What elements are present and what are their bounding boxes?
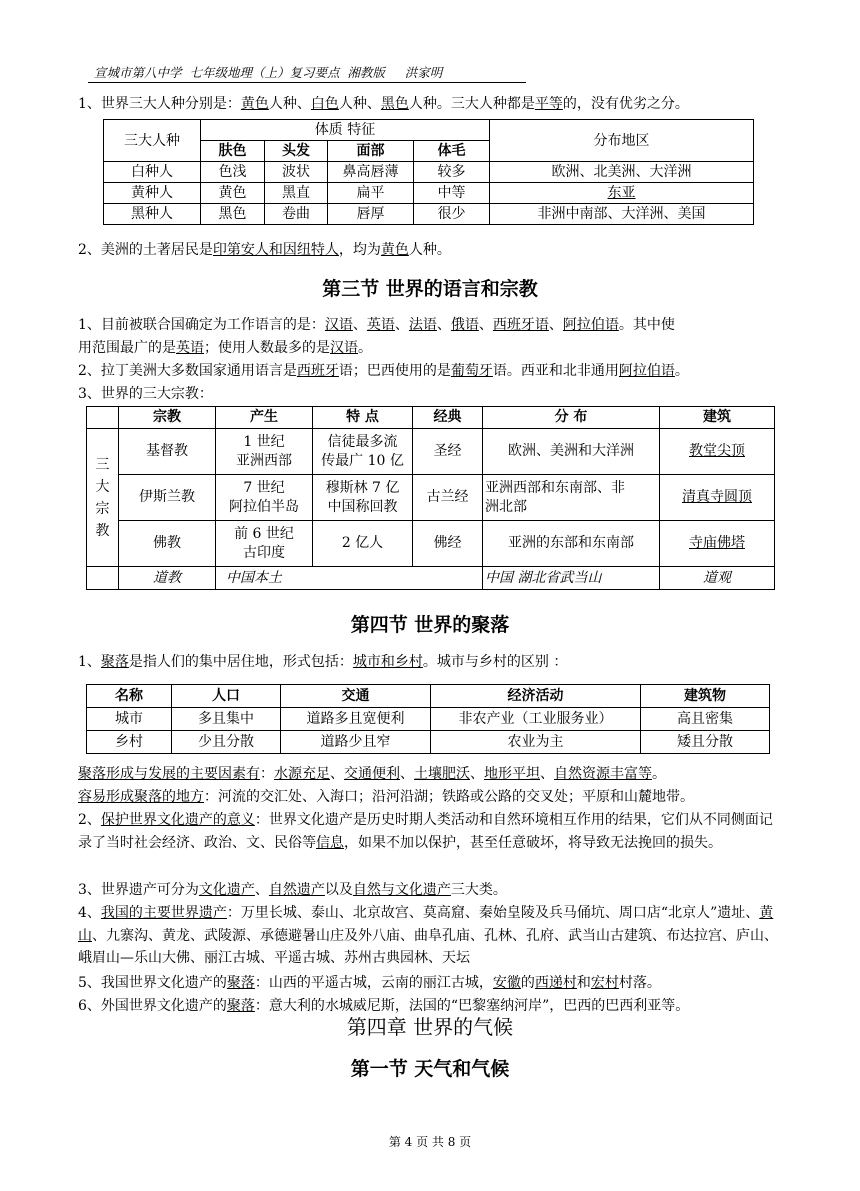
table-cell: 鼻高唇薄 [328,162,414,183]
underlined-text: 聚落 [226,975,255,991]
cell-line: 古印度 [243,544,285,561]
header-cell: 头发 [265,141,328,162]
underlined-text: 保护世界文化遗产的意义 [100,812,255,828]
table-cell: 农业为主 [431,731,641,754]
text: 、 [478,317,493,333]
heritage-types [78,879,778,902]
race-paragraph-1 [78,93,778,116]
table-cell [216,475,313,521]
side-label: 三大宗教 [95,456,110,539]
text: 、 [254,882,269,898]
table-cell [313,429,413,475]
text: 是指人们的集中居住地，形式包括： [128,654,353,670]
underlined-text: 白色 [310,96,339,112]
underlined-text: 自然资源丰富等 [554,766,652,782]
text: 。其中使 [618,317,675,333]
underlined-text: 黄山 [78,905,774,944]
text: 2、美洲的土著居民是 [78,242,213,258]
section-title: 第一节 天气和气候 [350,1058,510,1080]
text: ：河流的交汇处、入海口；沿河沿湖；铁路或公路的交叉处；平原和山麓地带。 [204,789,694,805]
table-cell: 道路少且窄 [281,731,431,754]
text: 人种、 [268,96,311,112]
cell-line: 信徒最多流 [327,433,398,450]
settlement-locations [78,786,778,809]
side-label-cell [87,429,119,567]
table-cell [483,475,660,521]
text: 1、目前被联合国确定为工作语言的是： [78,317,325,333]
underlined-text: 黄色 [240,96,269,112]
table-cell: 欧洲、美洲和大洋洲 [483,429,660,475]
text: 1、世界三大人种分别是： [78,96,241,112]
underlined-text: 城市和乡村 [352,654,423,670]
table-row [87,475,775,521]
table-row [87,708,770,731]
header-cell: 体毛 [414,141,490,162]
underlined-text: 阿拉伯语 [618,363,675,379]
text: 人种。三大人种都是 [408,96,535,112]
underlined-text: 阿拉伯语 [562,317,619,333]
text: ；使用人数最多的是 [204,340,330,356]
china-heritage-settlements [78,972,778,995]
underlined-text: 容易形成聚落的地方 [78,789,204,805]
race-header-cell: 三大人种 [104,120,201,162]
text: 。城市与乡村的区别 ： [422,654,568,670]
text: 、 [436,317,451,333]
text: 三大类。 [450,882,507,898]
table-cell: 少且分散 [172,731,281,754]
table-row [104,204,754,225]
underlined-text: 平等 [534,96,563,112]
table-cell: 黑直 [265,183,328,204]
text: 的 [520,975,535,991]
page-header: 宣城市第八中学 七年级地理（上）复习要点 湘教版 洪家明 [88,64,526,83]
underlined-text: 水源充足 [274,766,330,782]
header-cell: 特 点 [313,407,413,429]
text: 2、 [78,812,101,828]
table-cell: 中等 [414,183,490,204]
cell-line: 亚洲西部 [236,452,292,469]
text: 5、我国世界文化遗产的 [78,975,227,991]
section-title: 第四节 世界的聚落 [350,614,510,636]
race-table [103,119,754,225]
table-cell: 黄种人 [104,183,201,204]
text: 3、世界遗产可分为 [78,882,199,898]
table-cell: 中国 湖北省武当山 [483,567,660,590]
header-cell: 建筑 [660,407,775,429]
table-row [87,567,775,590]
corner-cell [87,407,119,429]
underlined-text: 西递村 [534,975,577,991]
underlined-text: 聚落 [100,654,129,670]
underlined-text: 黑色 [380,96,409,112]
cell-line: 阿拉伯半岛 [229,498,299,515]
text: ：世界文化遗产是历史时期人类活动和自然环境相互作用的结果，它们从不同侧面记录了当时社会经济、政治、文、民俗等 [78,812,773,851]
text: 4、 [78,905,101,921]
table-cell: 波状 [265,162,328,183]
table-cell: 矮且分散 [641,731,770,754]
header-cell: 面部 [328,141,414,162]
table-cell [660,475,775,521]
cell-line: 穆斯林 7 亿 [325,479,400,496]
underlined-text: 东亚 [607,185,636,201]
table-cell: 佛教 [119,521,216,567]
table-row [104,162,754,183]
race-paragraph-2 [78,239,778,262]
text: 用范围最广的是 [78,340,176,356]
table-cell: 黑种人 [104,204,201,225]
text: 语；巴西使用的是 [338,363,451,379]
header-cell: 经济活动 [431,685,641,708]
cell-line: 7 世纪 [243,479,285,496]
underlined-text: 聚落 [226,998,255,1014]
text: 。 [674,363,689,379]
text: 和 [576,975,591,991]
underlined-text: 法语 [408,317,437,333]
text: ： [260,766,274,782]
table-cell: 色浅 [201,162,265,183]
underlined-text: 汉语 [324,317,353,333]
text: 、 [470,766,484,782]
traits-header-cell: 体质 特征 [201,120,490,141]
text: ，均为 [338,242,381,258]
settlement-table [86,684,770,754]
settlement-paragraph-1 [78,651,778,674]
table-cell: 白种人 [104,162,201,183]
text: 村落。 [618,975,661,991]
table-cell: 佛经 [413,521,483,567]
table-cell: 圣经 [413,429,483,475]
text: 、 [400,766,414,782]
underlined-text: 土壤肥沃 [414,766,470,782]
text: 语。西亚和北非通用 [492,363,619,379]
header-cell: 宗教 [119,407,216,429]
text: ：万里长城、泰山、北京故宫、莫高窟、秦始皇陵及兵马俑坑、周口店“北京人”遗址、 [226,905,760,921]
table-cell: 很少 [414,204,490,225]
text: ：意大利的水城威尼斯，法国的“巴黎塞纳河岸”，巴西的巴西利亚等。 [254,998,690,1014]
text: 6、外国世界文化遗产的 [78,998,227,1014]
table-cell: 中国本土 [216,567,483,590]
section-title: 第三节 世界的语言和宗教 [322,278,538,300]
table-cell [216,521,313,567]
header-cell: 经典 [413,407,483,429]
table-cell: 高且密集 [641,708,770,731]
table-cell: 非洲中南部、大洋洲、美国 [490,204,754,225]
cell-line: 亚洲西部和东南部、非 [485,479,625,496]
cell-line: 洲北部 [485,498,527,515]
cell-line: 前 6 世纪 [234,525,294,542]
language-paragraph-1 [78,314,778,337]
table-cell: 道路多且宽便利 [281,708,431,731]
underlined-text: 自然与文化遗产 [352,882,451,898]
table-cell: 黄色 [201,183,265,204]
table-row [87,521,775,567]
underlined-text: 黄色 [380,242,409,258]
table-cell [87,567,119,590]
underlined-text: 汉语 [330,340,358,356]
table-cell [660,429,775,475]
header-cell: 名称 [87,685,172,708]
underlined-text: 自然遗产 [268,882,325,898]
cell-line: 中国称回教 [327,498,398,515]
table-cell: 乡村 [87,731,172,754]
underlined-text: 安徽 [492,975,521,991]
table-cell [490,183,754,204]
table-cell: 非农产业（工业服务业） [431,708,641,731]
underlined-text: 英语 [366,317,395,333]
text: 人种。 [408,242,451,258]
text: 、 [548,317,563,333]
table-cell: 伊斯兰教 [119,475,216,521]
table-cell: 2 亿人 [313,521,413,567]
text: 、 [394,317,409,333]
underlined-text: 宏村 [590,975,619,991]
underlined-text: 清真寺圆顶 [682,489,752,505]
text: 。 [652,766,666,782]
header-cell: 分 布 [483,407,660,429]
language-paragraph-1b [78,337,778,360]
chapter-title: 第四章 世界的气候 [346,1015,514,1039]
cell-line: 传最广 10 亿 [321,452,404,469]
underlined-text: 寺庙佛塔 [689,535,745,551]
underlined-text: 英语 [176,340,204,356]
header-cell: 肤色 [201,141,265,162]
table-cell [216,429,313,475]
language-paragraph-2 [78,360,778,383]
table-cell: 道教 [119,567,216,590]
settlement-factors [78,763,778,786]
table-cell: 扁平 [328,183,414,204]
underlined-text: 教堂尖顶 [689,443,745,459]
table-cell: 唇厚 [328,204,414,225]
religion-intro: 3、世界的三大宗教： [78,386,213,402]
table-cell [660,521,775,567]
text: ：山西的平遥古城，云南的丽江古城， [254,975,493,991]
text: ，如果不加以保护，甚至任意破坏，将导致无法挽回的损失。 [344,834,722,851]
table-cell: 较多 [414,162,490,183]
china-heritage-list [78,902,778,970]
text: 、 [540,766,554,782]
text: 2、拉丁美洲大多数国家通用语言是 [78,363,297,379]
underlined-text: 信息 [316,834,344,851]
text: 人种、 [338,96,381,112]
header-cell: 建筑物 [641,685,770,708]
underlined-text: 我国的主要世界遗产 [100,905,227,921]
heritage-significance [78,809,778,854]
text: 、 [330,766,344,782]
text: 。 [358,340,372,356]
underlined-text: 聚落形成与发展的主要因素有 [78,766,260,782]
underlined-text: 西班牙 [296,363,339,379]
cell-line: 1 世纪 [243,433,285,450]
table-cell: 卷曲 [265,204,328,225]
table-cell: 古兰经 [413,475,483,521]
table-cell [313,475,413,521]
religion-table [86,406,775,590]
header-cell: 交通 [281,685,431,708]
underlined-text: 地形平坦 [484,766,540,782]
text: 1、 [78,654,101,670]
table-cell: 黑色 [201,204,265,225]
underlined-text: 葡萄牙 [450,363,493,379]
text: 、九寨沟、黄龙、武陵源、承德避暑山庄及外八庙、曲阜孔庙、孔林、孔府、武当山古建筑、布达拉宫、庐山、峨眉山—乐山大佛、丽江古城、平遥古城、苏州古典园林、天坛 [78,927,778,966]
header-cell: 人口 [172,685,281,708]
table-cell: 亚洲的东部和东南部 [483,521,660,567]
text: 以及 [324,882,353,898]
table-row [87,429,775,475]
table-cell: 城市 [87,708,172,731]
text: 的，没有优劣之分。 [562,96,689,112]
header-cell: 产生 [216,407,313,429]
table-cell: 多且集中 [172,708,281,731]
table-cell: 道观 [660,567,775,590]
text: 、 [352,317,367,333]
table-cell: 欧洲、北美洲、大洋洲 [490,162,754,183]
underlined-text: 印第安人和因纽特人 [212,242,339,258]
table-row [104,183,754,204]
table-row [87,731,770,754]
page-footer: 第 4 页 共 8 页 [388,1135,472,1149]
underlined-text: 文化遗产 [198,882,255,898]
underlined-text: 西班牙语 [492,317,549,333]
underlined-text: 俄语 [450,317,479,333]
distribution-header-cell: 分布地区 [490,120,754,162]
underlined-text: 交通便利 [344,766,400,782]
table-cell: 基督教 [119,429,216,475]
